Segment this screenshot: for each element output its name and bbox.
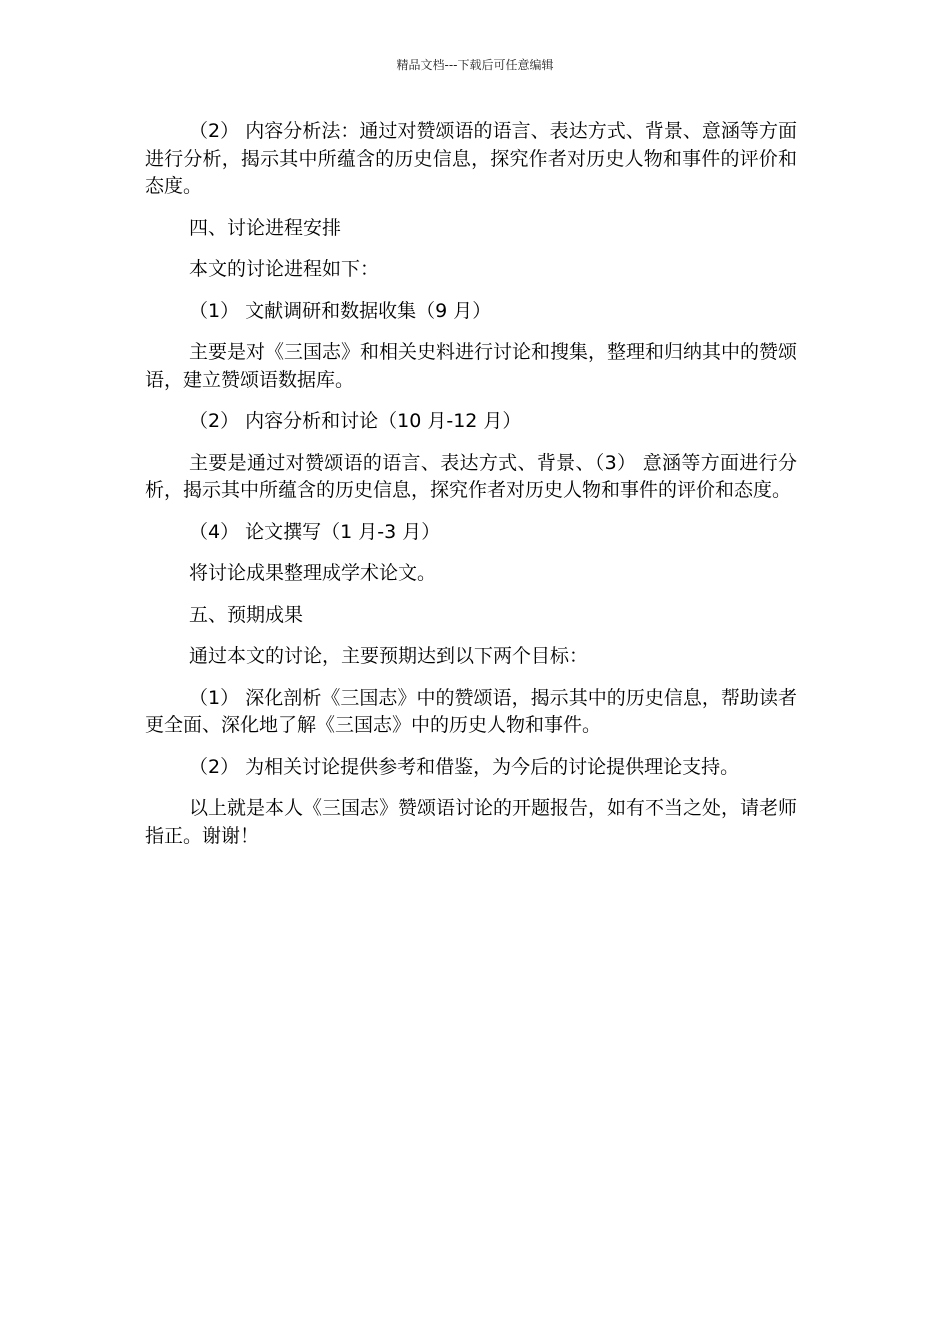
section-heading-schedule: 四、讨论进程安排 [189, 216, 342, 239]
paragraph-analysis-discussion: 主要是通过对赞颂语的语言、表达方式、背景、（3） 意涵等方面进行分析，揭示其中所蕴含的历史信息，探究作者对历史人物和事件的评价和态度。 [145, 451, 797, 501]
paragraph-expected-intro: 通过本文的讨论，主要预期达到以下两个目标： [189, 645, 589, 667]
list-item-thesis-writing: （4） 论文撰写（1 月-3 月） [189, 520, 441, 543]
list-item-goal-2: （2） 为相关讨论提供参考和借鉴，为今后的讨论提供理论支持。 [189, 755, 740, 778]
paragraph-schedule-intro: 本文的讨论进程如下： [189, 258, 380, 280]
page-header: 精品文档---下载后可任意编辑 [396, 58, 554, 72]
list-item-analysis-discussion: （2） 内容分析和讨论（10 月-12 月） [189, 410, 522, 432]
paragraph-literature-review: 主要是对《三国志》和相关史料进行讨论和搜集，整理和归纳其中的赞颂语，建立赞颂语数据库。 [145, 341, 798, 391]
paragraph-closing: 以上就是本人《三国志》赞颂语讨论的开题报告，如有不当之处，请老师指正。谢谢！ [145, 797, 798, 847]
paragraph-thesis-writing: 将讨论成果整理成学术论文。 [189, 562, 437, 584]
list-item-literature-review: （1） 文献调研和数据收集（9 月） [189, 299, 492, 322]
section-heading-expected-results: 五、预期成果 [189, 603, 304, 626]
paragraph-content-analysis: （2） 内容分析法：通过对赞颂语的语言、表达方式、背景、意涵等方面进行分析，揭示其中所蕴含的历史信息，探究作者对历史人物和事件的评价和态度。 [145, 120, 797, 197]
list-item-goal-1: （1） 深化剖析《三国志》中的赞颂语，揭示其中的历史信息，帮助读者更全面、深化地了解《三国志》中的历史人物和事件。 [145, 686, 797, 736]
document-body [145, 118, 797, 864]
